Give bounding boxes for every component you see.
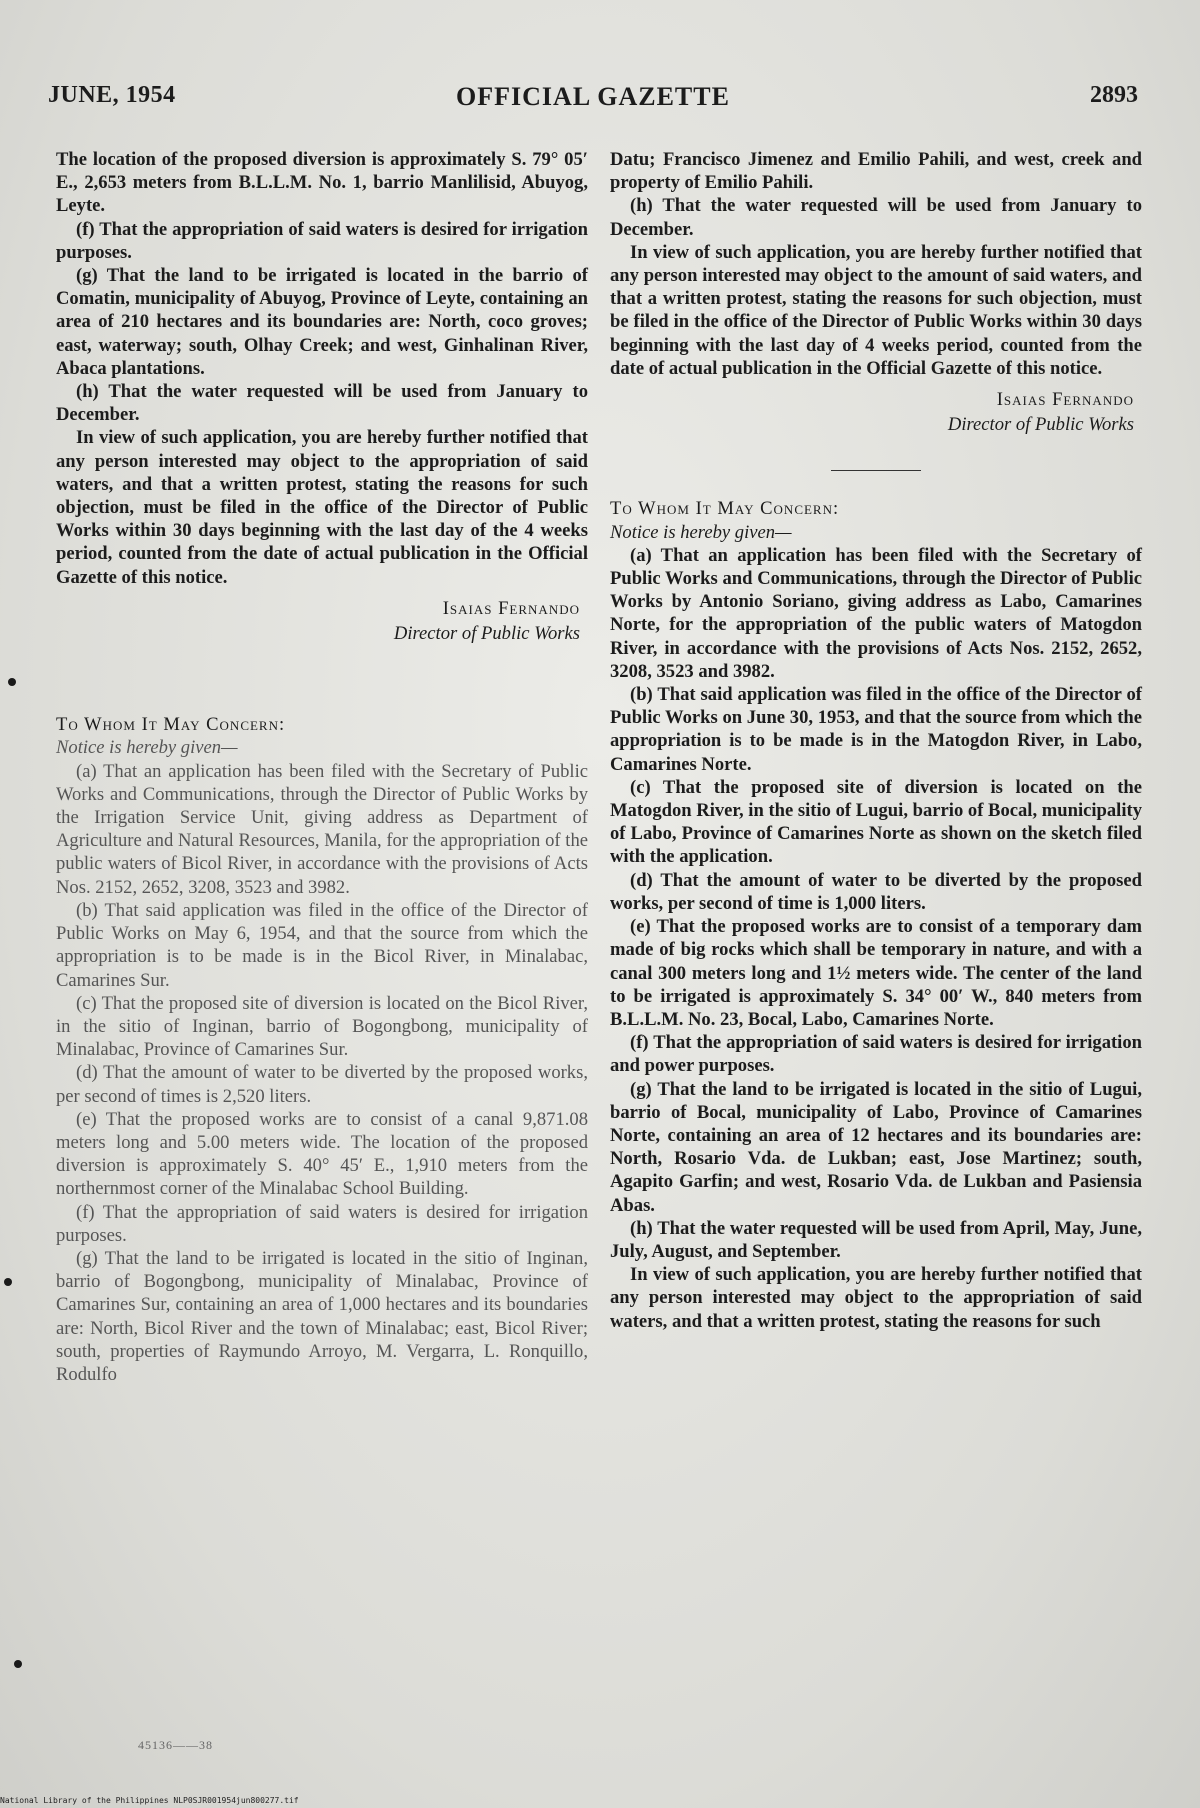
continued-paragraph: The location of the proposed diversion is approximately S. 79° 05′ E., 2,653 meters from B.L.L.M. No. 1, barrio Manlilisid, Abuyog, Leyte. [56,149,588,217]
header-date: JUNE, 1954 [48,82,176,108]
paragraph-f: (f) That the appropriation of said waters is desired for irrigation purposes. [56,218,588,263]
notice-paragraph-a: (a) That an application has been filed with the Secretary of Public Works and Communications, through the Director of Public Works by Antonio Soriano, giving address as Labo, Camarines Norte, for the appropriation of the public waters of Matogdon River, in accordance with the provisions of Acts Nos. 2152, 2652, 3208, 3523 and 3982. [610,544,1142,682]
notice-paragraph-f: (f) That the appropriation of said waters is desired for irrigation purposes. [56,1201,588,1246]
notice-paragraph-c: (c) That the proposed site of diversion is located on the Bicol River, in the sitio of Inginan, barrio of Bogongbong, municipality of Minalabac, Province of Camarines Sur. [56,992,588,1061]
header-title: OFFICIAL GAZETTE [456,82,730,111]
left-column [56,148,588,1386]
right-column [610,148,1142,1333]
signature-block [610,388,1142,436]
scan-credit: National Library of the Philippines NLP0SJR001954jun800277.tif [0,1796,299,1805]
notice-paragraph-e: (e) That the proposed works are to consist of a temporary dam made of big rocks which shall be temporary in nature, and with a canal 300 meters long and 1½ meters wide. The center of the land to be irrigated is approximately S. 34° 00′ W., 840 meters from B.L.L.M. No. 23, Bocal, Labo, Camarines Norte. [610,916,1142,1030]
notice-heading: To Whom It May Concern: [56,714,286,736]
notice-paragraph-b: (b) That said application was filed in the office of the Director of Public Works on June 30, 1953, and that the source from which the appropriation is to be made is in the Matogdon River, in Labo, Camarines Norte. [610,684,1142,775]
notice-paragraph-f: (f) That the appropriation of said waters is desired for irrigation and power purposes. [610,1032,1142,1077]
notice-given: Notice is hereby given— [610,521,792,543]
notice-heading: To Whom It May Concern: [610,498,840,520]
notice-paragraph-c: (c) That the proposed site of diversion is located on the Matogdon River, in the sitio of Lugui, barrio of Bocal, municipality of Labo, Province of Camarines Norte as shown on the sketch filed with the application. [610,776,1142,868]
paragraph-in-view: In view of such application, you are hereby further notified that any person interested may object to the amount of said waters, and that a written protest, stating the reasons for such objection, must be filed in the office of the Director of Public Works within 30 days beginning with the last day of 4 weeks period, counted from the date of actual publication in the Official Gazette of this notice. [610,241,1142,379]
notice-paragraph-d: (d) That the amount of water to be diverted by the proposed works, per second of time is 1,000 liters. [610,869,1142,914]
paragraph-g: (g) That the land to be irrigated is located in the barrio of Comatin, municipality of Abuyog, Province of Leyte, containing an area of 210 hectares and its boundaries are: North, coco groves; east, waterway; south, Olhay Creek; and west, Ginhalinan River, Abaca plantations. [56,265,588,379]
signature-title: Director of Public Works [393,623,580,645]
notice-paragraph-g: (g) That the land to be irrigated is located in the sitio of Lugui, barrio of Bocal, municipality of Labo, Province of Camarines Norte, containing an area of 12 hectares and its boundaries are: North, Rosario Vda. de Lukban; east, Jose Martinez; south, Agapito Garfin; and west, Rosario Vda. de Lukban and Pasiensia Abas. [610,1078,1142,1216]
notice-given: Notice is hereby given— [56,737,238,759]
header-page-number: 2893 [1090,82,1138,108]
paragraph-in-view: In view of such application, you are hereby further notified that any person interested may object to the appropriation of said waters, and that a written protest, stating the reasons for such objection, must be filed in the office of the Director of Public Works within 30 days beginning with the last day of the 4 weeks period, counted from the date of actual publication in the Official Gazette of this notice. [56,427,588,588]
signature-name: Isaias Fernando [442,597,580,619]
notice-paragraph-d: (d) That the amount of water to be diverted by the proposed works, per second of times is 2,520 liters. [56,1062,588,1107]
signature-title: Director of Public Works [947,414,1134,436]
notice-paragraph-a: (a) That an application has been filed with the Secretary of Public Works and Communications, through the Director of Public Works by the Irrigation Service Unit, giving address as Department of Agriculture and Natural Resources, Manila, for the appropriation of the public waters of Bicol River, in accordance with the provisions of Acts Nos. 2152, 2652, 3208, 3523 and 3982. [56,760,588,898]
margin-dot [14,1660,22,1668]
continued-paragraph: Datu; Francisco Jimenez and Emilio Pahili, and west, creek and property of Emilio Pahili. [610,149,1142,194]
signature-block [56,597,588,645]
notice-paragraph-e: (e) That the proposed works are to consist of a canal 9,871.08 meters long and 5.00 meters wide. The location of the proposed diversion is approximately S. 40° 45′ E., 1,910 meters from the northernmost corner of the Minalabac School Building. [56,1108,588,1200]
page-header [48,82,1138,118]
print-code: 45136——38 [138,1738,213,1752]
notice-paragraph-h: (h) That the water requested will be used from April, May, June, July, August, and September. [610,1217,1142,1262]
paragraph-h: (h) That the water requested will be used from January to December. [610,195,1142,240]
notice-paragraph-g: (g) That the land to be irrigated is located in the sitio of Inginan, barrio of Bogongbong, municipality of Minalabac, Province of Camarines Sur, containing an area of 1,000 hectares and its boundaries are: North, Bicol River and the town of Minalabac; east, Bicol River; south, properties of Raymundo Arroyo, M. Vergarra, L. Ronquillo, Rodulfo [56,1247,588,1385]
paragraph-h: (h) That the water requested will be used from January to December. [56,381,588,426]
section-divider [831,470,921,471]
notice-paragraph-b: (b) That said application was filed in the office of the Director of Public Works on May 6, 1954, and that the source from which the appropriation is to be made is in the Bicol River, in Minalabac, Camarines Sur. [56,899,588,991]
notice-paragraph-in-view: In view of such application, you are hereby further notified that any person interested may object to the appropriation of said waters, and that a written protest, stating the reasons for such [610,1264,1142,1332]
signature-name: Isaias Fernando [996,389,1134,411]
margin-dot [4,1278,12,1286]
margin-dot [8,678,16,686]
